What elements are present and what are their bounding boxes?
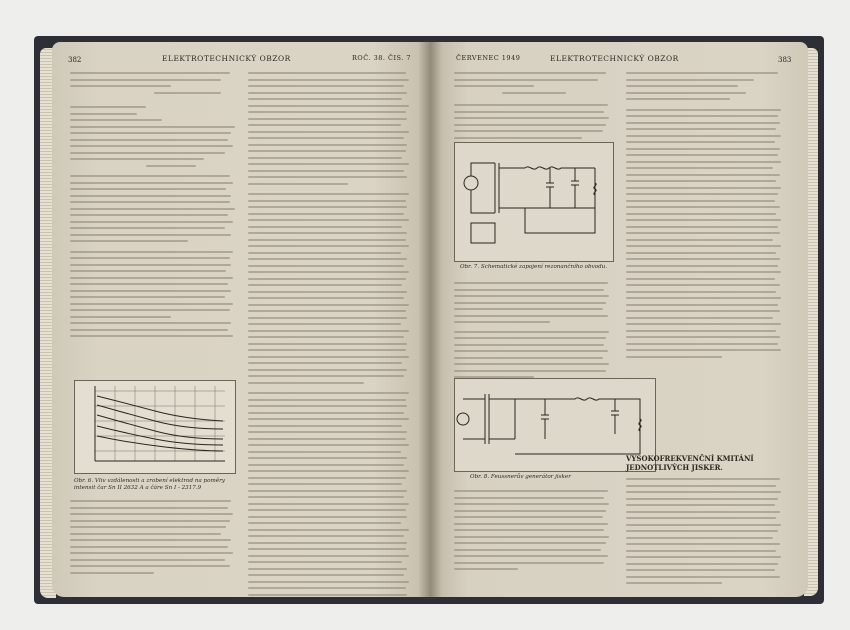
left-page <box>52 42 430 597</box>
right-column-1-bottom-text <box>454 490 614 575</box>
figure-6-caption: Obr. 6. Vliv vzdálenosti a zrobení elektrod na poměry intensit čar Sn II 2632 A a čáre Sn I - 2317.9 <box>74 478 225 491</box>
right-page-number: 383 <box>778 56 792 64</box>
right-page <box>430 42 808 597</box>
right-column-1-top-text <box>454 72 614 143</box>
figure-6-graph <box>74 380 236 474</box>
left-column-2-text <box>248 72 414 597</box>
book-gutter <box>418 40 442 600</box>
figure-8-caption: Obr. 8. Feussnerův generátor jisker <box>470 474 571 480</box>
right-column-1-mid-text <box>454 282 614 383</box>
figure-7-caption: Obr. 7. Schematické zapojení rezonančního obvodu. <box>460 264 608 270</box>
right-column-2-bottom-text <box>626 478 786 589</box>
right-column-2-text <box>626 72 786 362</box>
left-page-header-issue: ROČ. 38. ČIS. 7 <box>352 54 412 62</box>
section-heading: VYSOKOFREKVENČNÍ KMITÁNÍ JEDNOTLIVÝCH JISKER. <box>626 454 754 472</box>
left-page-number: 382 <box>68 56 82 64</box>
left-column-1-bottom-text <box>70 500 238 578</box>
right-page-header-title: ELEKTROTECHNICKÝ OBZOR <box>550 54 679 63</box>
right-page-header-date: ČERVENEC 1949 <box>456 54 521 62</box>
figure-7-circuit <box>454 142 614 262</box>
left-column-1-text <box>70 72 238 342</box>
left-page-header-title: ELEKTROTECHNICKÝ OBZOR <box>162 54 291 63</box>
